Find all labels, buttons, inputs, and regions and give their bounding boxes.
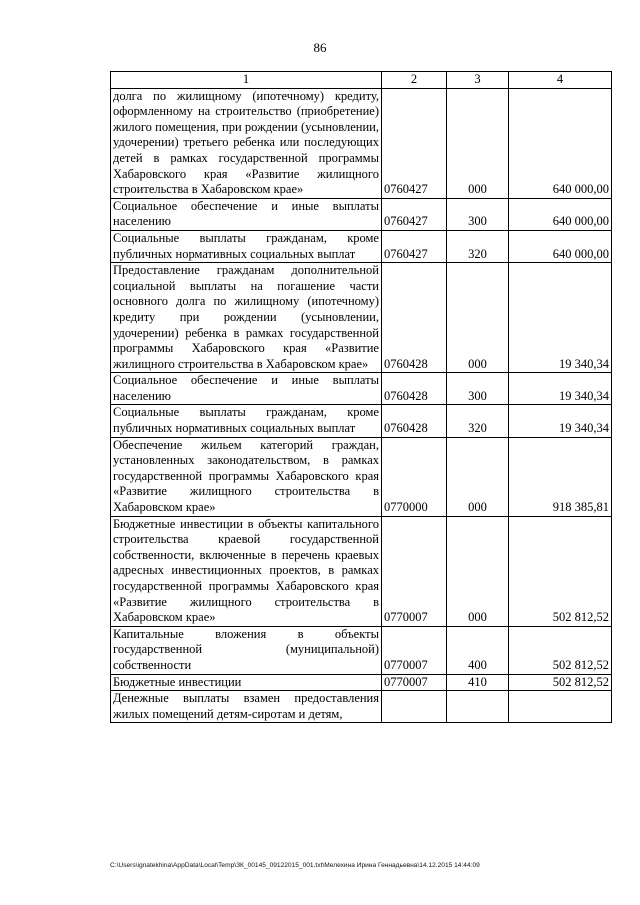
- row-description: Бюджетные инвестиции в объекты капитального строительства краевой государственной собственности, включенные в перечень краевых адресных инвестиционных проектов, в рамках государственной программы Хабаровского края «Развитие жилищного строительства в Хабаровском крае»: [111, 516, 382, 626]
- row-target-code: 0760427: [382, 198, 447, 230]
- column-header: 1: [111, 72, 382, 89]
- table-row: [111, 405, 612, 437]
- table-row: [111, 437, 612, 516]
- row-amount: 19 340,34: [509, 373, 612, 405]
- table-row: [111, 691, 612, 723]
- row-expense-type: 320: [447, 405, 509, 437]
- row-amount: 502 812,52: [509, 626, 612, 674]
- row-target-code: 0770007: [382, 626, 447, 674]
- row-target-code: 0770007: [382, 674, 447, 691]
- row-description: Предоставление гражданам дополнительной социальной выплаты на погашение части основного долга по жилищному (ипотечному) кредиту при рождении (усыновлении, удочерении) ребенка в рамках государственной программы Хабаровского края «Развитие жилищного строительства в Хабаровском крае»: [111, 263, 382, 373]
- row-target-code: 0760427: [382, 88, 447, 198]
- row-amount: [509, 691, 612, 723]
- row-description: Обеспечение жильем категорий граждан, установленных законодательством, в рамках государственной программы Хабаровского края «Развитие жилищного строительства в Хабаровском крае»: [111, 437, 382, 516]
- row-description: Денежные выплаты взамен предоставления жилых помещений детям-сиротам и детям,: [111, 691, 382, 723]
- table-row: [111, 263, 612, 373]
- table-row: [111, 626, 612, 674]
- row-description: Социальные выплаты гражданам, кроме публичных нормативных социальных выплат: [111, 230, 382, 262]
- table-row: [111, 516, 612, 626]
- budget-table: [110, 71, 612, 723]
- row-expense-type: 000: [447, 88, 509, 198]
- row-target-code: 0760427: [382, 230, 447, 262]
- row-expense-type: 000: [447, 263, 509, 373]
- row-amount: 19 340,34: [509, 263, 612, 373]
- row-target-code: 0760428: [382, 263, 447, 373]
- column-header: 3: [447, 72, 509, 89]
- row-amount: 640 000,00: [509, 198, 612, 230]
- table-row: [111, 88, 612, 198]
- row-description: Капитальные вложения в объекты государственной (муниципальной) собственности: [111, 626, 382, 674]
- row-amount: 502 812,52: [509, 516, 612, 626]
- column-header: 2: [382, 72, 447, 89]
- row-amount: 640 000,00: [509, 230, 612, 262]
- row-description: Социальное обеспечение и иные выплаты населению: [111, 373, 382, 405]
- row-amount: 918 385,81: [509, 437, 612, 516]
- row-description: Социальные выплаты гражданам, кроме публичных нормативных социальных выплат: [111, 405, 382, 437]
- row-amount: 640 000,00: [509, 88, 612, 198]
- row-description: Социальное обеспечение и иные выплаты населению: [111, 198, 382, 230]
- table-header-row: [111, 72, 612, 89]
- row-expense-type: 400: [447, 626, 509, 674]
- table-row: [111, 373, 612, 405]
- column-header: 4: [509, 72, 612, 89]
- row-expense-type: 000: [447, 516, 509, 626]
- row-description: долга по жилищному (ипотечному) кредиту, оформленному на строительство (приобретение) жилого помещения, при рождении (усыновлении, удочерении) третьего ребенка или последующих детей в рамках государственной программы Хабаровского края «Развитие жилищного строительства в Хабаровском крае»: [111, 88, 382, 198]
- row-amount: 19 340,34: [509, 405, 612, 437]
- table-row: [111, 230, 612, 262]
- file-path-footer: C:\Users\ignatekhina\AppData\Local\Temp\ЗК_00145_09122015_001.txt\Мелехина Ирина Геннадьевна\14.12.2015 14:44:09: [110, 862, 480, 869]
- row-expense-type: 300: [447, 373, 509, 405]
- row-target-code: 0770000: [382, 437, 447, 516]
- row-expense-type: 410: [447, 674, 509, 691]
- row-amount: 502 812,52: [509, 674, 612, 691]
- table-row: [111, 674, 612, 691]
- row-target-code: 0760428: [382, 405, 447, 437]
- row-target-code: [382, 691, 447, 723]
- row-expense-type: [447, 691, 509, 723]
- row-expense-type: 000: [447, 437, 509, 516]
- table-row: [111, 198, 612, 230]
- row-target-code: 0760428: [382, 373, 447, 405]
- row-target-code: 0770007: [382, 516, 447, 626]
- row-expense-type: 320: [447, 230, 509, 262]
- row-expense-type: 300: [447, 198, 509, 230]
- page-number: 86: [313, 40, 327, 55]
- row-description: Бюджетные инвестиции: [111, 674, 382, 691]
